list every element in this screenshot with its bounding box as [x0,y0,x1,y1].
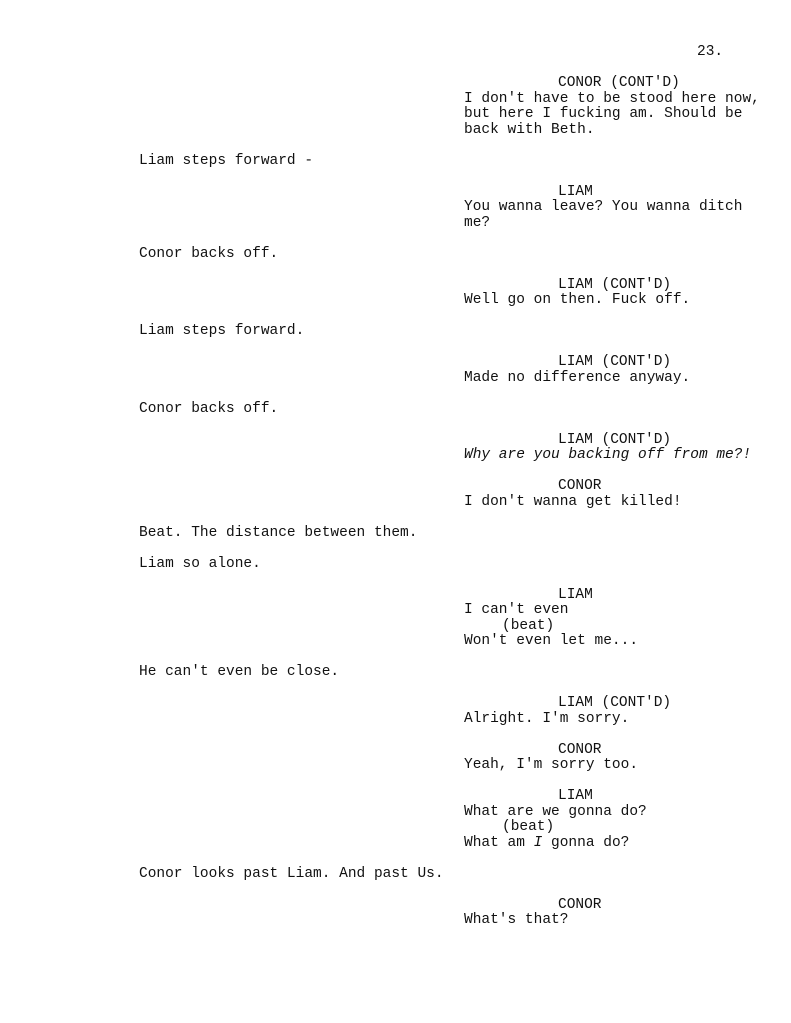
action-line: Beat. The distance between them. [139,524,418,541]
action-line: Conor looks past Liam. And past Us. [139,865,444,882]
dialogue-block [232,185,791,232]
action-block [0,247,791,263]
character-name: LIAM [558,788,593,804]
parenthetical: (beat) [502,617,555,634]
character-name: CONOR [558,896,602,913]
dialogue-line: I don't wanna get killed! [464,493,682,510]
dialogue-block [232,479,791,510]
dialogue-segment: I [533,834,543,851]
action-line: He can't even be close. [139,664,340,680]
character-name: LIAM (CONT'D) [558,276,672,293]
character-name: LIAM [558,183,593,200]
action-block [0,154,791,170]
action-block [0,526,791,542]
action-line: Liam steps forward - [139,152,314,169]
script-body [0,76,791,929]
dialogue-line: I don't have to be stood here now, [464,90,760,107]
action-line: Conor backs off. [139,245,279,262]
action-block [0,867,791,883]
dialogue-block [232,433,791,464]
dialogue-segment: What am [464,834,534,851]
dialogue-line: back with Beth. [464,121,595,138]
dialogue-line: but here I fucking am. Should be [464,106,743,122]
page-number: 23. [697,44,724,60]
dialogue-block [232,278,791,309]
dialogue-line: What's that? [464,912,569,928]
dialogue-segment: gonna do? [542,834,630,851]
action-block [0,402,791,418]
character-name: LIAM (CONT'D) [558,431,672,448]
action-line: Conor backs off. [139,400,279,417]
character-name: LIAM (CONT'D) [558,354,672,370]
dialogue-line [464,836,791,852]
dialogue-block [232,76,791,138]
dialogue-line: Made no difference anyway. [464,369,691,386]
action-block [0,665,791,681]
action-block [0,557,791,573]
dialogue-block [232,789,791,851]
dialogue-line: What are we gonna do? [464,803,647,820]
dialogue-line: Yeah, I'm sorry too. [464,757,639,773]
character-name: LIAM [558,586,593,603]
dialogue-block [232,743,791,774]
dialogue-line: me? [464,214,491,231]
character-name: CONOR [558,478,602,494]
action-block [0,324,791,340]
dialogue-line: Why are you backing off from me?! [464,447,752,463]
dialogue-block [232,898,791,929]
dialogue-line: I can't even [464,602,569,618]
dialogue-block [232,355,791,386]
character-name: CONOR [558,741,602,758]
dialogue-line: Alright. I'm sorry. [464,710,630,727]
action-line: Liam steps forward. [139,323,305,339]
dialogue-line: Won't even let me... [464,633,639,649]
parenthetical: (beat) [502,819,555,835]
action-line: Liam so alone. [139,555,261,572]
dialogue-line: Well go on then. Fuck off. [464,292,691,308]
dialogue-block [232,696,791,727]
dialogue-block [232,588,791,650]
character-name: LIAM (CONT'D) [558,695,672,711]
dialogue-line: You wanna leave? You wanna ditch [464,199,743,215]
character-name: CONOR (CONT'D) [558,75,680,91]
